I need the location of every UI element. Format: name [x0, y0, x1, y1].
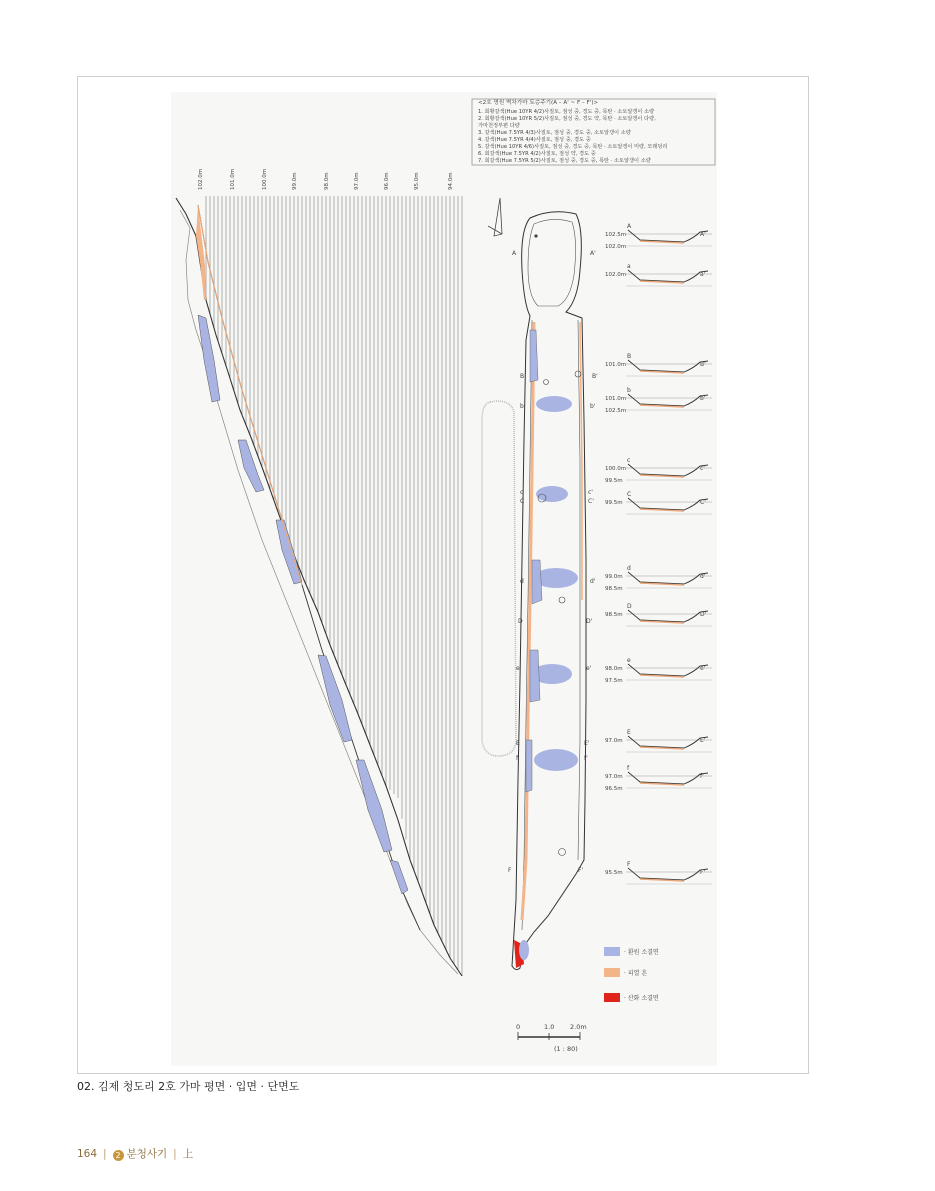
plan-label: d': [590, 578, 596, 585]
section-level: 102.0m: [605, 272, 627, 278]
section-right-label: d': [700, 573, 706, 580]
plan-label: b: [520, 403, 524, 410]
scale-bar: [516, 1023, 587, 1053]
plan-label: C': [588, 498, 594, 505]
soil-legend-line: 7. 회갈색(Hue 7.5YR 5/2)사질토, 점성 중, 경도 중, 목탄 · 소토알갱이 소량: [478, 158, 651, 164]
elevation-label: 94.0m: [448, 172, 454, 190]
section-level: 95.5m: [605, 870, 623, 876]
elevation-label: 100.0m: [262, 168, 268, 190]
plan-label: F: [508, 867, 512, 874]
section-right-label: A': [700, 231, 706, 238]
cross-section: [605, 603, 712, 626]
plan-label: C: [520, 498, 525, 505]
soil-legend-line: 5. 갈색(Hue 10YR 4/6)사질토, 점성 중, 경도 중, 목탄 · 소토알갱이 미량, 모래덩리: [478, 144, 668, 150]
section-left-label: E: [627, 729, 631, 736]
section-left-label: C: [627, 491, 632, 498]
page-folio: 164 | 2 분청사기 | 上: [77, 1148, 194, 1160]
section-level: 101.0m: [605, 396, 627, 402]
north-arrow-icon: [488, 198, 502, 236]
section-level: 100.0m: [605, 466, 627, 472]
section-right-label: b': [700, 395, 706, 402]
soil-legend: [472, 98, 715, 165]
section-level: 101.0m: [605, 362, 627, 368]
section-level: 97.0m: [605, 738, 623, 744]
scale-label: 2.0m: [570, 1023, 587, 1031]
soil-legend-line: 2. 회황갈색(Hue 10YR 5/2)사질토, 점성 중, 경도 약, 목탄 · 소토알갱이 다량,: [478, 116, 656, 122]
legend-label: · 환원 소결면: [624, 949, 659, 956]
cross-section: [605, 387, 712, 414]
scale-label: 1.0: [544, 1023, 555, 1031]
section-left-label: D: [627, 603, 632, 610]
section-level: 98.5m: [605, 586, 623, 592]
cross-section: [605, 765, 712, 792]
cross-sections: [605, 223, 712, 884]
section-left-label: a: [627, 263, 631, 270]
section-level: 99.5m: [605, 500, 623, 506]
plan-label: B: [520, 373, 525, 380]
page-number: 164: [77, 1148, 98, 1160]
section-level: 102.5m: [605, 408, 627, 414]
section-level: 102.5m: [605, 232, 627, 238]
plan-label: E': [584, 740, 590, 747]
cross-section: [605, 657, 712, 684]
chapter-title: 분청사기: [126, 1148, 168, 1160]
section-left-label: e: [627, 657, 631, 664]
section-left-label: c: [627, 457, 631, 464]
plan-view: [482, 198, 598, 970]
plan-label: D: [518, 618, 523, 625]
soil-legend-line: 1. 회황갈색(Hue 10YR 4/2)사질토, 점성 중, 경도 중, 목탄 · 소토알갱이 소량: [478, 109, 655, 115]
section-right-label: B': [700, 361, 706, 368]
cross-section: [605, 457, 712, 484]
cross-section: [605, 223, 712, 250]
soil-legend-line: 3. 갈색(Hue 7.5YR 4/3)사질토, 점성 중, 경도 중, 소토알갱이 소량: [478, 130, 631, 136]
cross-section: [605, 263, 712, 286]
legend-label: · 피열 흔: [624, 970, 648, 977]
elevation-label: 99.0m: [292, 172, 298, 190]
elevation-view: [176, 169, 462, 976]
plan-label: f': [584, 755, 588, 762]
plan-label: A': [590, 250, 596, 257]
elevation-label: 102.0m: [198, 168, 204, 190]
plan-label: d: [520, 578, 524, 585]
section-right-label: c': [700, 465, 705, 472]
section-right-label: C': [700, 499, 706, 506]
cross-section: [605, 353, 712, 376]
section-right-label: E': [700, 737, 706, 744]
plan-label: A: [512, 250, 517, 257]
section-left-label: A: [627, 223, 632, 230]
plan-label: c': [588, 489, 593, 496]
section-right-label: e': [700, 665, 706, 672]
volume-label: 上: [182, 1148, 194, 1160]
plan-label: f: [516, 755, 519, 762]
elevation-label: 95.0m: [414, 172, 420, 190]
section-left-label: F: [627, 861, 631, 868]
plan-label: e': [586, 665, 592, 672]
section-level: 99.0m: [605, 574, 623, 580]
plan-label: e: [516, 665, 520, 672]
plan-label: b': [590, 403, 596, 410]
soil-legend-line: 가마천정부편 다량: [478, 123, 520, 129]
section-level: 97.0m: [605, 774, 623, 780]
scale-label: 0: [516, 1023, 521, 1031]
figure-caption: 02. 김제 청도리 2호 가마 평면 · 입면 · 단면도: [77, 1080, 300, 1093]
cross-section: [605, 491, 712, 514]
elevation-label: 98.0m: [324, 172, 330, 190]
section-left-label: b: [627, 387, 631, 394]
scale-ratio: (1 : 80): [554, 1045, 578, 1053]
cross-section: [605, 861, 712, 884]
section-level: 97.5m: [605, 678, 623, 684]
plan-label: c: [520, 489, 524, 496]
section-level: 98.5m: [605, 612, 623, 618]
section-level: 96.5m: [605, 786, 623, 792]
elevation-label: 96.0m: [384, 172, 390, 190]
section-right-label: F': [700, 869, 706, 876]
soil-legend-line: 4. 갈색(Hue 7.5YR 4/4)사질토, 점성 중, 경도 중: [478, 137, 591, 143]
plan-label: B': [592, 373, 598, 380]
plan-label: D': [586, 618, 593, 625]
section-left-label: d: [627, 565, 631, 572]
plan-label: F': [578, 867, 584, 874]
legend-swatch-reduced: [604, 947, 620, 956]
section-level: 98.0m: [605, 666, 623, 672]
legend-swatch-oxidised: [604, 993, 620, 1002]
section-level: 102.0m: [605, 244, 627, 250]
soil-legend-title: <2호 명원 벽차가마 토층주기(A – A' ~ F – F')>: [478, 100, 599, 106]
chapter-badge-icon: 2: [113, 1150, 124, 1161]
section-right-label: f': [700, 773, 704, 780]
plan-label: E: [516, 740, 520, 747]
elevation-label: 97.0m: [354, 172, 360, 190]
cross-section: [605, 565, 712, 592]
elevation-label: 101.0m: [230, 168, 236, 190]
cross-section: [605, 729, 712, 752]
elevation-ground-line: [176, 198, 462, 976]
section-left-label: B: [627, 353, 632, 360]
legend-swatch-heated: [604, 968, 620, 977]
soil-legend-line: 6. 회갈색(Hue 7.5YR 4/2)사질토, 점성 약, 경도 중: [478, 151, 596, 157]
section-level: 99.5m: [605, 478, 623, 484]
section-right-label: D': [700, 611, 707, 618]
map-legend: [604, 947, 659, 1002]
section-left-label: f: [627, 765, 630, 772]
section-right-label: a': [700, 271, 706, 278]
legend-label: · 산화 소결면: [624, 995, 659, 1002]
